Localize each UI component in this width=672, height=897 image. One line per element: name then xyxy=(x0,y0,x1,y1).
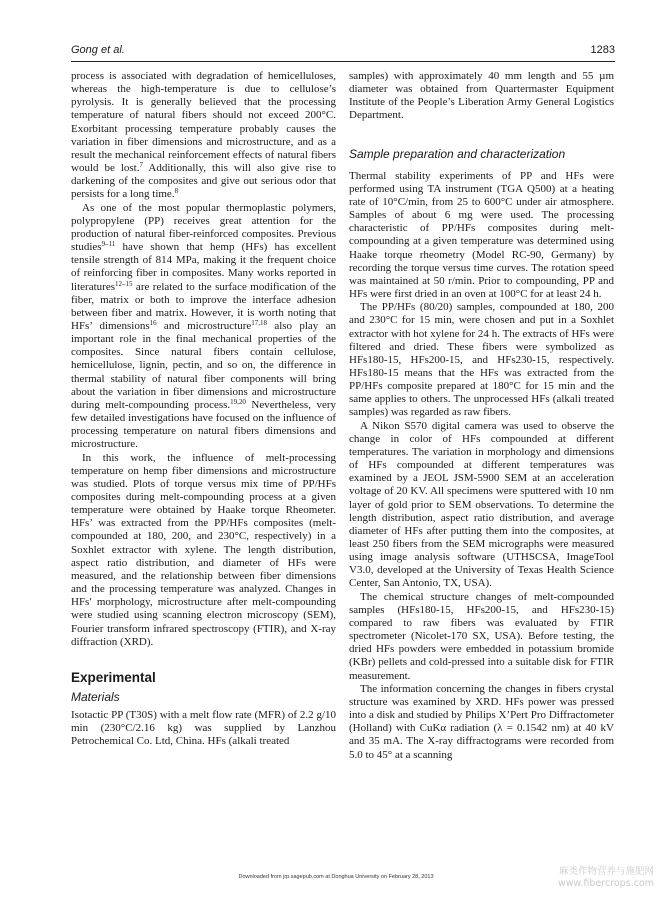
running-header-author: Gong et al. xyxy=(71,44,125,56)
download-footer: Downloaded from jrp.sagepub.com at Donghua University on February 28, 2013 xyxy=(238,874,434,880)
paragraph-materials-continued: samples) with approximately 40 mm length and 55 µm diameter was obtained from Quartermaster Equipment Institute of the People’s Liberation Army General Logistics Department. xyxy=(349,70,614,122)
paragraph-this-work: In this work, the influence of melt-processing temperature on hemp fiber dimensions and microstructure was studied. Plots of torque versus mix time of PP/HFs composites during melt-compounding process at a given temperature were obtained by Haake torque Rheometer. HFs’ was extracted from the PP/HFs composites (melt-compounded at 180, 200, and 230°C, respectively) in a Soxhlet extractor with xylene. The length distribution, aspect ratio distribution, and diameter of HFs were measured, and the relationship between fiber dimensions and the processing temperature was analyzed. Changes in HFs′ morphology, microstructure after melt-compounding were studied using scanning electron microscopy (SEM), Fourier transform infrared spectroscopy (FTIR), and X-ray diffraction (XRD). xyxy=(71,451,336,648)
left-column xyxy=(71,70,336,748)
paragraph-soxhlet-extraction: The PP/HFs (80/20) samples, compounded at 180, 200 and 230°C for 15 min, were chosen and put in a Soxhlet extractor with hot xylene for 24 h. The extracts of HFs were filtered and dried. These fibers were symbolized as HFs180-15, HFs200-15, and HFs230-15, respectively. HFs180-15 means that the HFs was extracted from the PP/HFs composite prepared at 180°C for 15 min and the same applies to others. The unprocessed HFs (alkali treated samples) was regarded as raw fibers. xyxy=(349,301,614,419)
watermark-chinese-title: 麻类作物营养与施肥网 xyxy=(558,866,654,877)
paragraph-sem-observation: A Nikon S570 digital camera was used to observe the change in color of HFs compounded at different temperatures. The variation in morphology and dimensions of HFs compounded at different temperatures was examined by a JEOL JSM-5900 SEM at an acceleration voltage of 20 KV. All specimens were sputtered with 10 nm layer of gold prior to SEM observations. To determine the length distribution, aspect ratio distribution, and average diameter of HFs after putting them into the composites, at least 250 fibers from the SEM micrographs were measured using image analysis software (UTHSCSA, ImageTool V3.0, developed at the University of Texas Health Science Center, San Antonio, TX, USA). xyxy=(349,419,614,590)
paragraph-polypropylene: As one of the most popular thermoplastic polymers, polypropylene (PP) receives great attention for the production of natural fiber-reinforced composites. Previous studies$^{9-11}$ have shown that hemp (HFs) has excellent tensile strength of 814 MPa, making it the frequent choice of reinforcing fiber in composites. Many works reported in literatures$^{12-15}$ are related to the surface modification of the fiber, matrix or both to improve the interface adhesion between fiber and matrix. However, it is worth noting that HFs’ dimensions$^{16}$ and microstructure$^{17,18}$ also play an important role in the final mechanical properties of the composites. Since natural fibers contain cellulose, hemicellulose, lignin, pectin, and so on, the difference in thermal stability of natural fiber components will bring about the variation in fiber dimensions and microstructure during melt-compounding process.$^{19,20}$ Nevertheless, very few detailed investigations have focused on the influence of processing temperature on natural fibers dimensions and microstructure. xyxy=(71,201,337,451)
paragraph-thermal-stability: Thermal stability experiments of PP and HFs were performed using TA instrument (TGA Q500) at a heating rate of 10°C/min, from 25 to 600°C under air atmosphere. Samples of about 6 mg were used. The processing characteristic of PP/HFs composites during melt-compounding at a given temperature was determined using Haake torque rheometry (Model RC-90, Germany) by recording the torque versus time curves. The rotation speed was maintained at 50 r/min. Prior to compounding, PP and HFs were first dried in an oven at 100°C for at least 24 h. xyxy=(349,169,614,301)
paragraph-intro-continued: process is associated with degradation of hemicelluloses, whereas the high-temperature is due to cellulose’s pyrolysis. It is generally believed that the processing temperature of natural fibers should not exceed 200°C. Exorbitant processing temperature probably causes the variation in fiber dimensions and microstructure, and as a result the mechanical reinforcement effects of natural fibers would be lost.$^7$ Additionally, this will also give rise to darkening of the composites and give out serious odor that persists for a long time.$^8$ xyxy=(71,70,337,201)
subsection-heading-sample-preparation: Sample preparation and characterization xyxy=(349,146,566,161)
right-column xyxy=(349,70,614,762)
running-header xyxy=(71,40,615,60)
subsection-heading-materials: Materials xyxy=(71,689,120,704)
paragraph-ftir: The chemical structure changes of melt-compounded samples (HFs180-15, HFs200-15, and HFs230-15) compared to raw fibers was evaluated by FTIR spectrometer (Nicolet-170 SX, USA). Before testing, the dried HFs powders were embedded in potassium bromide (KBr) pellets and cold-pressed into a suitable disk for FTIR measurement. xyxy=(349,590,614,682)
paragraph-xrd: The information concerning the changes in fibers crystal structure was examined by XRD. HFs power was pressed into a disk and studied by Philips X’Pert Pro Diffractometer (Holland) with CuKα radiation (λ = 0.1542 nm) at 40 kV and 35 mA. The X-ray diffractograms were recorded from 5.0 to 45° at a scanning xyxy=(349,682,614,761)
page-number: 1283 xyxy=(590,44,615,56)
section-heading-experimental: Experimental xyxy=(71,669,156,685)
paragraph-materials: Isotactic PP (T30S) with a melt flow rate (MFR) of 2.2 g/10 min (230°C/2.16 kg) was supplied by Lanzhou Petrochemical Co. Ltd, China. HFs (alkali treated xyxy=(71,708,336,748)
site-watermark xyxy=(558,866,654,890)
watermark-url: www.fibercrops.com xyxy=(557,878,654,889)
header-rule xyxy=(71,61,615,62)
